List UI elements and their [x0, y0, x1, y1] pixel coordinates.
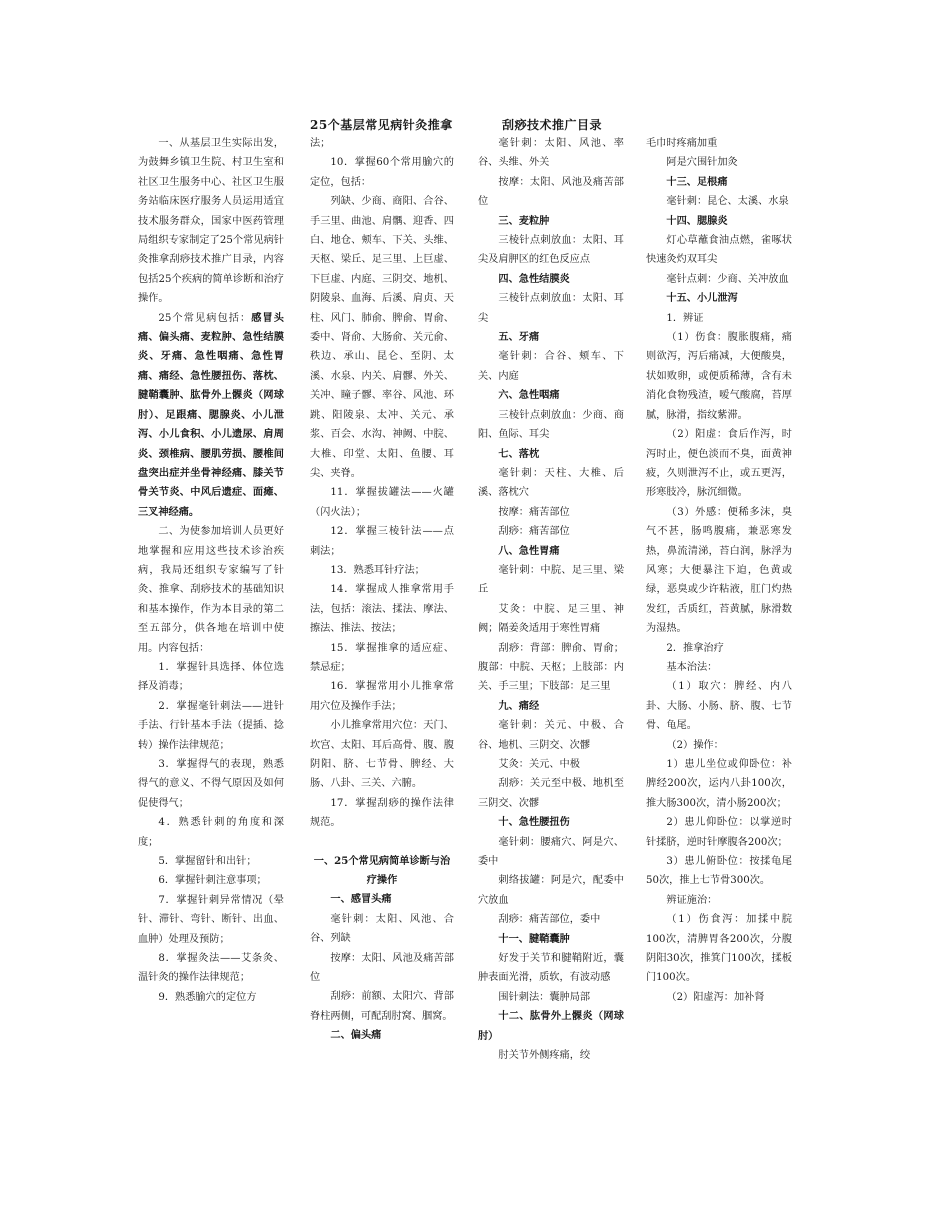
treatment-line: 刺络拔罐：阿是穴，配委中穴放血 — [478, 875, 624, 906]
text-column-2 — [310, 134, 454, 1046]
operation-step: 3）患儿俯卧位：按揉龟尾50次，推上七节骨300次。 — [646, 856, 792, 887]
disease-list: 感冒头痛、偏头痛、麦粒肿、急性结膜炎、牙痛、急性咽痛、急性胃痛、痛经、急性腰扭伤、落枕、腱鞘囊肿、肱骨外上髁炎（网球肘）、足跟痛、腮腺炎、小儿泄泻、小儿食积、小儿遗尿、肩周炎、颈椎病、腰肌劳损、腰椎间盘突出症并坐骨神经痛、膝关节骨关节炎、中风后遗症、面瘫、三叉神经痛。 — [138, 311, 284, 518]
text-column-3 — [478, 134, 624, 1066]
disease-heading: 七、落枕 — [498, 447, 540, 460]
treatment-line: 毫针刺：腰痛穴、阿是穴、委中 — [478, 836, 624, 868]
disease-heading: 八、急性胃痛 — [498, 544, 560, 557]
disease-list-paragraph — [138, 309, 284, 522]
treatment-line: 灯心草蘸食油点燃，雀啄状快速灸灼双耳尖 — [646, 235, 792, 266]
list-item: 5．掌握留针和出针； — [158, 856, 257, 868]
list-item: 1．掌握针具选择、体位选择及消毒； — [138, 661, 284, 693]
list-item-continuation: 法； — [310, 138, 331, 149]
list-item: 14．掌握成人推拿常用手法，包括：滚法、揉法、摩法、擦法、推法、按法； — [310, 584, 454, 635]
list-item: 7．掌握针刺异常情况（晕针、滞针、弯针、断针、出血、血肿）处理及预防； — [138, 894, 284, 945]
disease-heading: 十一、腱鞘囊肿 — [498, 932, 570, 945]
disease-heading: 二、偏头痛 — [330, 1029, 382, 1042]
treatment-line: 三棱针点刺放血：太阳、耳尖 — [478, 293, 624, 324]
disease-list-lead: 25个常见病包括： — [158, 312, 252, 324]
list-item: 4．熟悉针刺的角度和深度； — [138, 817, 284, 848]
page-title-right: 刮痧技术推广目录 — [502, 118, 603, 132]
therapy-item: （1）伤食泻：加揉中脘100次，清脾胃各200次，分腹阴阳30次，推箕门100次，揉板门100次。 — [646, 914, 792, 984]
list-item: 9．熟悉腧穴的定位方 — [158, 991, 257, 1003]
subheading: 辨证施治： — [666, 894, 718, 906]
disease-heading: 六、急性咽痛 — [498, 389, 560, 402]
list-item: 10．掌握60个常用腧穴的定位，包括： — [310, 157, 454, 188]
treatment-line: 好发于关节和腱鞘附近，囊肿表面光滑，质软，有波动感 — [478, 953, 624, 984]
list-item: 6．掌握针刺注意事项； — [158, 875, 267, 887]
text-column-1 — [138, 134, 284, 1007]
disease-heading: 五、牙痛 — [498, 331, 540, 344]
training-paragraph: 二、为使参加培训人员更好地掌握和应用这些技术诊治疾病，我局还组织专家编写了针灸、推拿、刮痧技术的基础知识和基本操作，作为本目录的第二至五部分，供各地在培训中使用。内容包括： — [138, 526, 284, 654]
treatment-line: 刮痧：前额、太阳穴、背部脊柱两侧，可配刮肘窝、腘窝。 — [310, 991, 454, 1022]
operation-step: 1）患儿坐位或仰卧位：补脾经200次，运内八卦100次，推大肠300次，清小肠200次； — [646, 759, 792, 809]
treatment-line: 刮痧：痛苦部位，委中 — [498, 914, 601, 926]
treatment-line: 刮痧：痛苦部位 — [498, 526, 570, 538]
treatment-line: 毫针刺：中脘、足三里、梁丘 — [478, 564, 624, 596]
treatment-line-continuation: 毛巾时疼痛加重 — [646, 138, 718, 149]
treatment-line: 三棱针点刺放血：太阳、耳尖及肩胛区的红色反应点 — [478, 235, 624, 266]
acupoint-list: 列缺、少商、商阳、合谷、手三里、曲池、肩髃、迎香、四白、地仓、颊车、下关、头维、天枢、梁丘、足三里、上巨虚、下巨虚、内庭、三阴交、地机、阴陵泉、血海、后溪、肩贞、天柱、风门、肺俞、脾俞、胃俞、委中、肾俞、大肠俞、关元俞、秩边、承山、昆仑、至阴、太溪、水泉、内关、肩髎、外关、关冲、瞳子髎、率谷、风池、环跳、阳陵泉、太冲、关元、承浆、百会、水沟、神阙、中脘、大椎、印堂、太阳、鱼腰、耳尖、夹脊。 — [310, 196, 454, 479]
subheading: 基本治法： — [666, 661, 718, 673]
treatment-line: 围针刺法：囊肿局部 — [498, 991, 591, 1003]
list-item: 2．掌握毫针刺法——进针手法、行针基本手法（提插、捻转）操作法律规范； — [138, 700, 284, 751]
list-item: 11．掌握拔罐法——火罐（闪火法）； — [310, 487, 454, 518]
syndrome-item: （2）阳虚：食后作泻，时泻时止，便色淡而不臭，面黄神疲，久则泄泻不止，或五更泻，形寒肢冷，脉沉细微。 — [646, 429, 792, 499]
treatment-line: 艾灸：关元、中极 — [498, 759, 580, 770]
intro-paragraph: 一、从基层卫生实际出发，为鼓舞乡镇卫生院、村卫生室和社区卫生服务中心、社区卫生服务站临床医疗服务人员运用适宜技术服务群众，国家中医药管理局组织专家制定了25个常见病针灸推拿刮痧技术推广目录，内容包括25个疾病的简单诊断和治疗操作。 — [138, 138, 284, 305]
treatment-line: 三棱针点刺放血：少商、商阳、鱼际、耳尖 — [478, 409, 624, 441]
syndrome-item: （1）伤食：腹胀腹痛，痛则欲泻，泻后痛减，大便酸臭，状如败卵，或便质稀薄，含有未消化食物残渣，嗳气酸腐，苔厚腻，脉滑，指纹紫滞。 — [646, 332, 792, 421]
list-item: 13．熟悉耳针疗法； — [330, 564, 425, 576]
disease-heading: 十四、腮腺炎 — [666, 214, 728, 227]
treatment-line: 毫针刺：太阳、风池、合谷、列缺 — [310, 913, 454, 945]
therapy-item: （2）操作： — [666, 739, 724, 751]
syndrome-item: （3）外感：便稀多沫，臭气不甚，肠鸣腹痛，兼恶寒发热，鼻流清涕，苔白润，脉浮为风寒；大便暴注下迫，色黄或绿，恶臭或少许粘液，肛门灼热发红，舌质红，苔黄腻，脉滑数为湿热。 — [646, 506, 792, 635]
treatment-line: 按摩：太阳、风池及痛苦部位 — [310, 952, 454, 984]
treatment-line: 毫针刺：昆仑、太溪、水泉 — [666, 196, 789, 208]
page-title-left: 25个基层常见病针灸推拿 — [310, 118, 453, 132]
disease-heading: 十二、肱骨外上髁炎（网球肘） — [478, 1010, 624, 1042]
treatment-line: 刮痧：关元至中极、地机至三阴交、次髎 — [478, 778, 624, 809]
disease-heading: 十、急性腰扭伤 — [498, 816, 570, 829]
child-acupoints: 小儿推拿常用穴位：天门、坎宫、太阳、耳后高骨、腹、腹阴阳、脐、七节骨、脾经、大肠、八卦、三关、六腑。 — [310, 720, 454, 790]
therapy-item: （1）取穴：脾经、内八卦、大肠、小肠、脐、腹、七节骨、龟尾。 — [646, 681, 792, 732]
section-heading: 一、25个常见病简单诊断与治疗操作 — [313, 854, 451, 887]
operation-step: 2）患儿仰卧位：以掌逆时针揉脐，逆时针摩腹各200次； — [646, 817, 792, 848]
subheading: 2．推拿治疗 — [666, 642, 724, 654]
list-item: 3．掌握得气的表现，熟悉得气的意义、不得气原因及如何促使得气； — [138, 759, 284, 809]
disease-heading: 一、感冒头痛 — [330, 893, 392, 906]
spacer — [310, 833, 454, 852]
treatment-line: 肘关节外侧疼痛，绞 — [498, 1050, 591, 1062]
disease-heading: 四、急性结膜炎 — [498, 272, 570, 285]
treatment-line: 按摩：痛苦部位 — [498, 506, 570, 518]
list-item: 15．掌握推拿的适应症、禁忌症； — [310, 642, 454, 673]
text-column-4 — [646, 134, 792, 1007]
treatment-line: 毫针刺：太阳、风池、率谷、头维、外关 — [478, 138, 624, 169]
treatment-line: 毫针刺：天柱、大椎、后溪、落枕穴 — [478, 467, 624, 499]
list-item: 16．掌握常用小儿推拿常用穴位及操作手法； — [310, 681, 454, 712]
treatment-line: 刮痧：背部：脾俞、胃俞；腹部：中脘、天枢；上肢部：内关、手三里；下肢部：足三里 — [478, 642, 624, 693]
list-item: 17．掌握刮痧的操作法律规范。 — [310, 797, 454, 829]
treatment-line: 毫针刺：合谷、颊车、下关、内庭 — [478, 351, 624, 382]
disease-heading: 九、痛经 — [498, 699, 540, 712]
treatment-line: 毫针刺：关元、中极、合谷、地机、三阴交、次髎 — [478, 720, 624, 751]
disease-heading: 十五、小儿泄泻 — [666, 292, 738, 305]
treatment-line: 阿是穴围针加灸 — [666, 157, 738, 169]
list-item: 8．掌握灸法——艾条灸、温针灸的操作法律规范； — [138, 953, 284, 984]
disease-heading: 三、麦粒肿 — [498, 214, 550, 227]
list-item: 12．掌握三棱针法——点刺法； — [310, 526, 454, 557]
disease-heading: 十三、足根痛 — [666, 175, 728, 188]
treatment-line: 艾灸：中脘、足三里、神阙；隔姜灸适用于寒性胃痛 — [478, 603, 624, 635]
therapy-item: （2）阳虚泻：加补肾 — [666, 991, 765, 1003]
treatment-line: 按摩：太阳、风池及痛苦部位 — [478, 176, 624, 208]
treatment-line: 毫针点刺：少商、关冲放血 — [666, 273, 789, 285]
subheading: 1．辨证 — [666, 312, 704, 324]
